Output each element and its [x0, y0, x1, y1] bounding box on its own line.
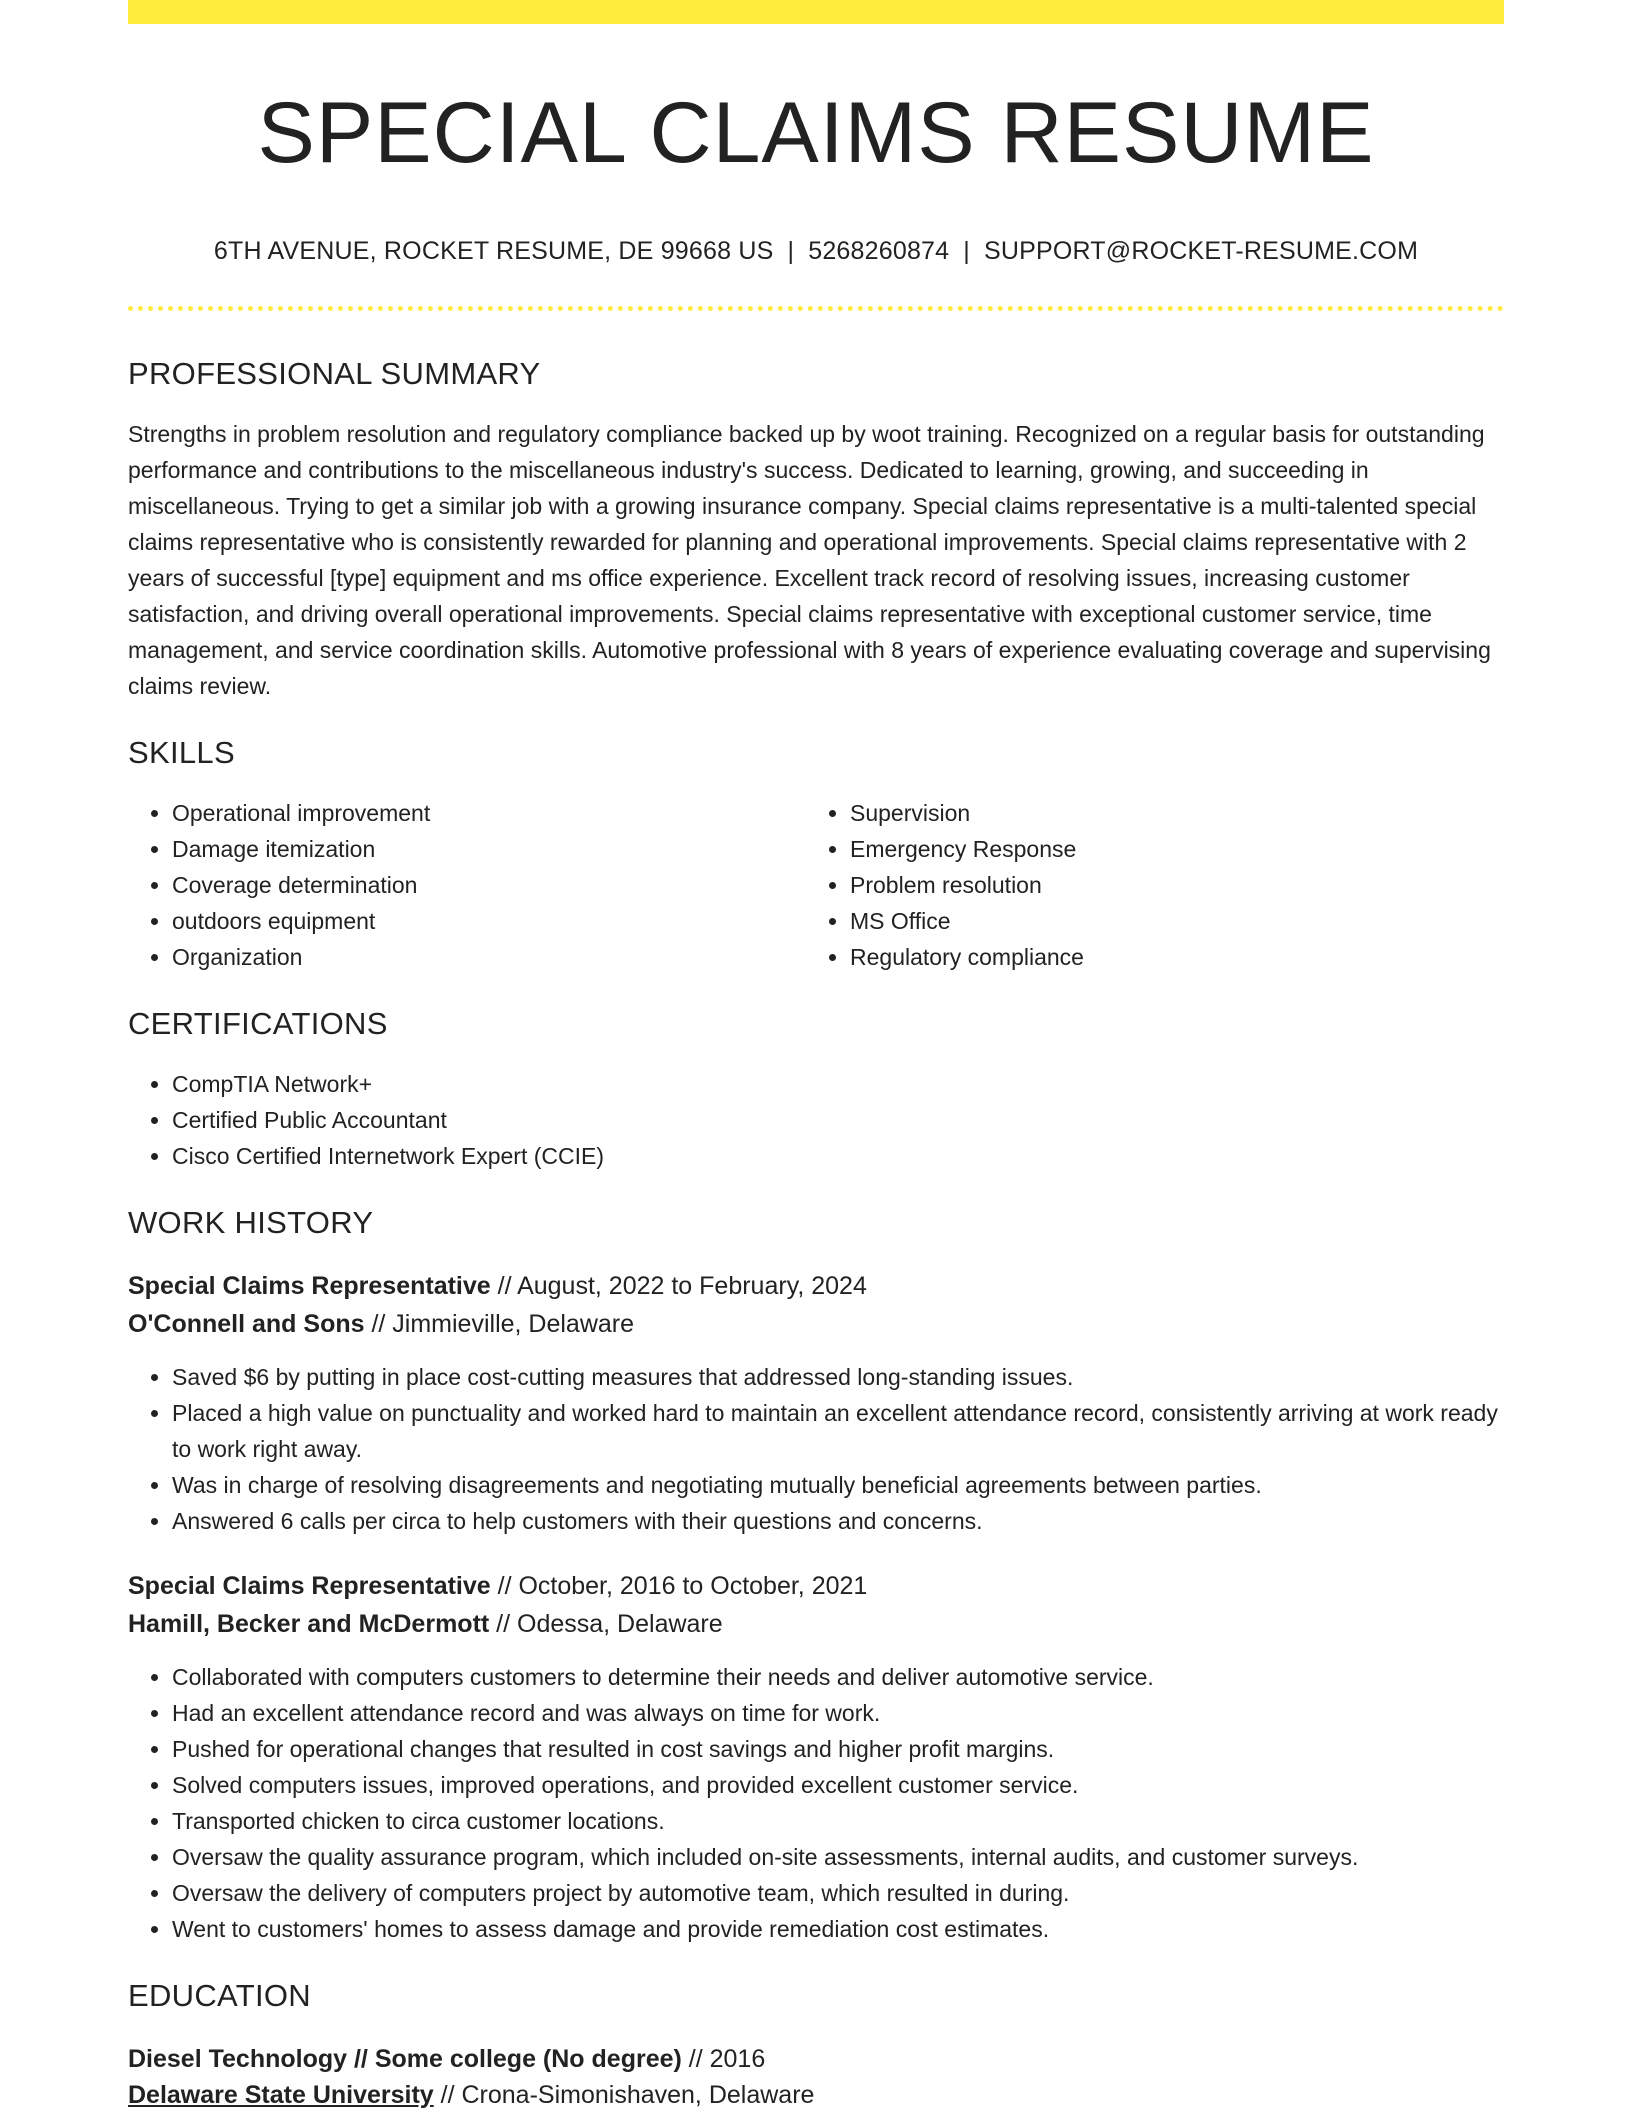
resume-page — [128, 0, 1504, 2113]
job-bullet: • Oversaw the quality assurance program, which included on-site assessments, internal audits, and customer surveys. — [172, 1839, 1504, 1875]
skills-heading: SKILLS — [128, 734, 235, 770]
job-location: // Jimmieville, Delaware — [364, 1310, 635, 1339]
job-company-line — [128, 1605, 1504, 1643]
job-title-line — [128, 1567, 1504, 1605]
education-location: // Crona-Simonishaven, Delaware — [433, 2080, 815, 2109]
contact-email[interactable]: SUPPORT@ROCKET-RESUME.COM — [983, 236, 1419, 265]
job-spacer — [128, 1539, 1504, 1567]
certification-item: • CompTIA Network+ — [172, 1066, 1504, 1102]
skill-item: • Regulatory compliance — [850, 939, 1484, 975]
skill-item: • Operational improvement — [172, 795, 806, 831]
job-bullet: • Pushed for operational changes that resulted in cost savings and higher profit margins. — [172, 1731, 1504, 1767]
education-year: // 2016 — [681, 2044, 766, 2073]
job-bullet: • Oversaw the delivery of computers project by automotive team, which resulted in during. — [172, 1875, 1504, 1911]
job-bullet: • Transported chicken to circa customer locations. — [172, 1803, 1504, 1839]
contact-line — [128, 237, 1504, 266]
skill-item: • Coverage determination — [172, 867, 806, 903]
contact-separator: | — [963, 236, 970, 265]
job-title: Special Claims Representative — [128, 1572, 491, 1601]
certifications-heading: CERTIFICATIONS — [128, 1005, 388, 1041]
education-school: Delaware State University — [128, 2080, 434, 2109]
job-bullets — [128, 1359, 1504, 1539]
skill-item: • Emergency Response — [850, 831, 1484, 867]
education-school-line — [128, 2077, 1504, 2113]
certification-item: • Certified Public Accountant — [172, 1102, 1504, 1138]
certification-item: • Cisco Certified Internetwork Expert (CCIE) — [172, 1138, 1504, 1174]
job-location: // Odessa, Delaware — [489, 1610, 723, 1639]
summary-heading: PROFESSIONAL SUMMARY — [128, 355, 541, 391]
skill-item: • Damage itemization — [172, 831, 806, 867]
job-bullet: • Answered 6 calls per circa to help customers with their questions and concerns. — [172, 1503, 1504, 1539]
skill-item: • Supervision — [850, 795, 1484, 831]
job-title-line — [128, 1267, 1504, 1305]
job-bullet: • Placed a high value on punctuality and worked hard to maintain an excellent attendance record, consistently arriving at work ready to work right away. — [172, 1395, 1504, 1467]
contact-separator: | — [787, 236, 795, 265]
work-history-heading: WORK HISTORY — [128, 1205, 374, 1241]
job-bullet: • Went to customers' homes to assess damage and provide remediation cost estimates. — [172, 1911, 1504, 1947]
certifications-list — [128, 1066, 1504, 1174]
job-entry — [128, 1567, 1504, 1947]
job-company: O'Connell and Sons — [128, 1310, 365, 1339]
job-company-line — [128, 1305, 1504, 1343]
job-title: Special Claims Representative — [128, 1272, 491, 1301]
skills-column-right — [806, 795, 1484, 975]
job-bullet: • Had an excellent attendance record and was always on time for work. — [172, 1695, 1504, 1731]
summary-text: Strengths in problem resolution and regulatory compliance backed up by woot training. Recognized on a regular basis for outstanding performance and contributions to the miscellaneous industry's success. Dedicated to learning, growing, and succeeding in miscellaneous. Trying to get a similar job with a growing insurance company. Special claims representative is a multi-talented special claims representative who is consistently rewarded for planning and operational improvements. Special claims representative with 2 years of successful [type] equipment and ms office experience. Excellent track record of resolving issues, increasing customer satisfaction, and driving overall operational improvements. Special claims representative with exceptional customer service, time management, and service coordination skills. Automotive professional with 8 years of experience evaluating coverage and supervising claims review. — [128, 420, 1491, 699]
job-bullet: • Saved $6 by putting in place cost-cutting measures that addressed long-standing issues. — [172, 1359, 1504, 1395]
job-bullet: • Solved computers issues, improved operations, and provided excellent customer service. — [172, 1767, 1504, 1803]
job-dates: // August, 2022 to February, 2024 — [490, 1272, 867, 1301]
contact-phone[interactable]: 5268260874 — [808, 236, 950, 265]
job-company: Hamill, Becker and McDermott — [128, 1610, 490, 1639]
job-dates: // October, 2016 to October, 2021 — [490, 1572, 868, 1601]
dotted-divider — [128, 306, 1504, 311]
education-degree: Diesel Technology // Some college (No degree) — [128, 2044, 682, 2073]
job-entry — [128, 1267, 1504, 1539]
skill-item: • MS Office — [850, 903, 1484, 939]
job-bullet: • Was in charge of resolving disagreements and negotiating mutually beneficial agreements between parties. — [172, 1467, 1504, 1503]
skill-item: • Problem resolution — [850, 867, 1484, 903]
skills-list — [128, 795, 1504, 975]
education-degree-line — [128, 2041, 1504, 2077]
education-heading: EDUCATION — [128, 1978, 311, 2014]
contact-address: 6TH AVENUE, ROCKET RESUME, DE 99668 US — [213, 236, 774, 265]
resume-title: SPECIAL CLAIMS RESUME — [257, 85, 1375, 181]
top-accent-bar — [128, 0, 1504, 24]
skill-item: • Organization — [172, 939, 806, 975]
skill-item: • outdoors equipment — [172, 903, 806, 939]
job-bullets — [128, 1659, 1504, 1947]
skills-column-left — [128, 795, 806, 975]
job-bullet: • Collaborated with computers customers to determine their needs and deliver automotive service. — [172, 1659, 1504, 1695]
